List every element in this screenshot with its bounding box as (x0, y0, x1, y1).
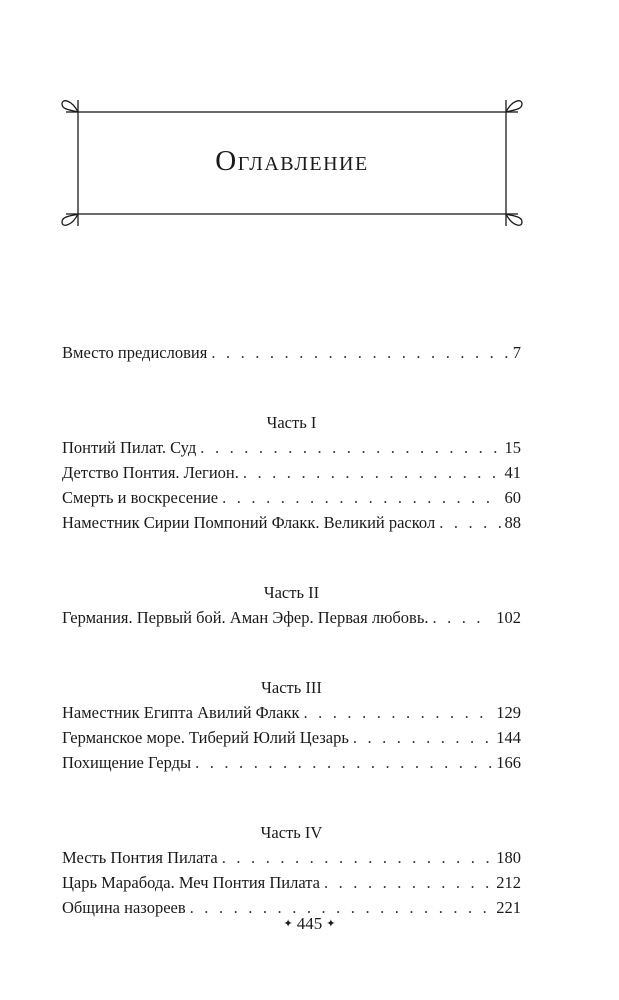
toc-entry[interactable] (62, 510, 521, 535)
toc-entry-title: Наместник Сирии Помпоний Флакк. Великий раскол (62, 513, 436, 532)
page-title: Оглавление (215, 145, 369, 177)
toc-entry[interactable] (62, 435, 521, 460)
table-of-contents (62, 340, 521, 920)
toc-entry-page: 180 (496, 848, 521, 867)
toc-entry-page: 129 (496, 703, 521, 722)
toc-entry-title: Наместник Египта Авилий Флакк (62, 703, 300, 722)
toc-entry-page: 60 (504, 488, 521, 507)
toc-entry[interactable] (62, 725, 521, 750)
dot-leader (243, 460, 501, 485)
toc-entry-title: Община назореев (62, 898, 186, 917)
heading-frame (58, 92, 526, 234)
dot-leader (222, 845, 493, 870)
part-heading-2: Часть II (263, 583, 320, 602)
dot-leader (195, 750, 492, 775)
toc-entry-page: 88 (504, 513, 521, 532)
toc-entry-title: Царь Марабода. Меч Понтия Пилата (62, 873, 320, 892)
star-ornament-icon: ✦ (326, 918, 336, 930)
toc-entry-title: Месть Понтия Пилата (62, 848, 218, 867)
toc-entry[interactable] (62, 605, 521, 630)
dot-leader (432, 605, 492, 630)
toc-entry[interactable] (62, 870, 521, 895)
dot-leader (353, 725, 492, 750)
part-heading-4: Часть IV (260, 823, 323, 842)
toc-entry-page: 212 (496, 873, 521, 892)
dot-leader (303, 700, 492, 725)
toc-entry-intro[interactable] (62, 340, 521, 365)
dot-leader (439, 510, 500, 535)
toc-entry-title: Детство Понтия. Легион. (62, 463, 239, 482)
dot-leader (324, 870, 492, 895)
toc-entry-page: 41 (504, 463, 521, 482)
star-ornament-icon: ✦ (283, 918, 293, 930)
toc-entry-page: 166 (496, 753, 521, 772)
part-heading-1: Часть I (266, 413, 317, 432)
toc-entry-page: 221 (496, 898, 521, 917)
toc-entry[interactable] (62, 750, 521, 775)
toc-entry-page: 102 (496, 608, 521, 627)
dot-leader (200, 435, 500, 460)
page-number: 445 (296, 914, 323, 933)
toc-entry[interactable] (62, 845, 521, 870)
toc-entry-title: Похищение Герды (62, 753, 192, 772)
toc-entry[interactable] (62, 485, 521, 510)
toc-entry-title: Германское море. Тиберий Юлий Цезарь (62, 728, 349, 747)
toc-entry-page: 144 (496, 728, 521, 747)
toc-entry[interactable] (62, 700, 521, 725)
dot-leader (211, 340, 508, 365)
toc-entry-title: Смерть и воскресение (62, 488, 219, 507)
toc-entry-title: Германия. Первый бой. Аман Эфер. Первая любовь. (62, 608, 429, 627)
page-folio (0, 912, 619, 938)
toc-entry-title: Вместо предисловия (62, 343, 208, 362)
toc-entry[interactable] (62, 460, 521, 485)
toc-entry-title: Понтий Пилат. Суд (62, 438, 197, 457)
dot-leader (222, 485, 500, 510)
toc-entry-page: 15 (504, 438, 521, 457)
part-heading-3: Часть III (261, 678, 322, 697)
toc-entry-page: 7 (512, 343, 521, 362)
